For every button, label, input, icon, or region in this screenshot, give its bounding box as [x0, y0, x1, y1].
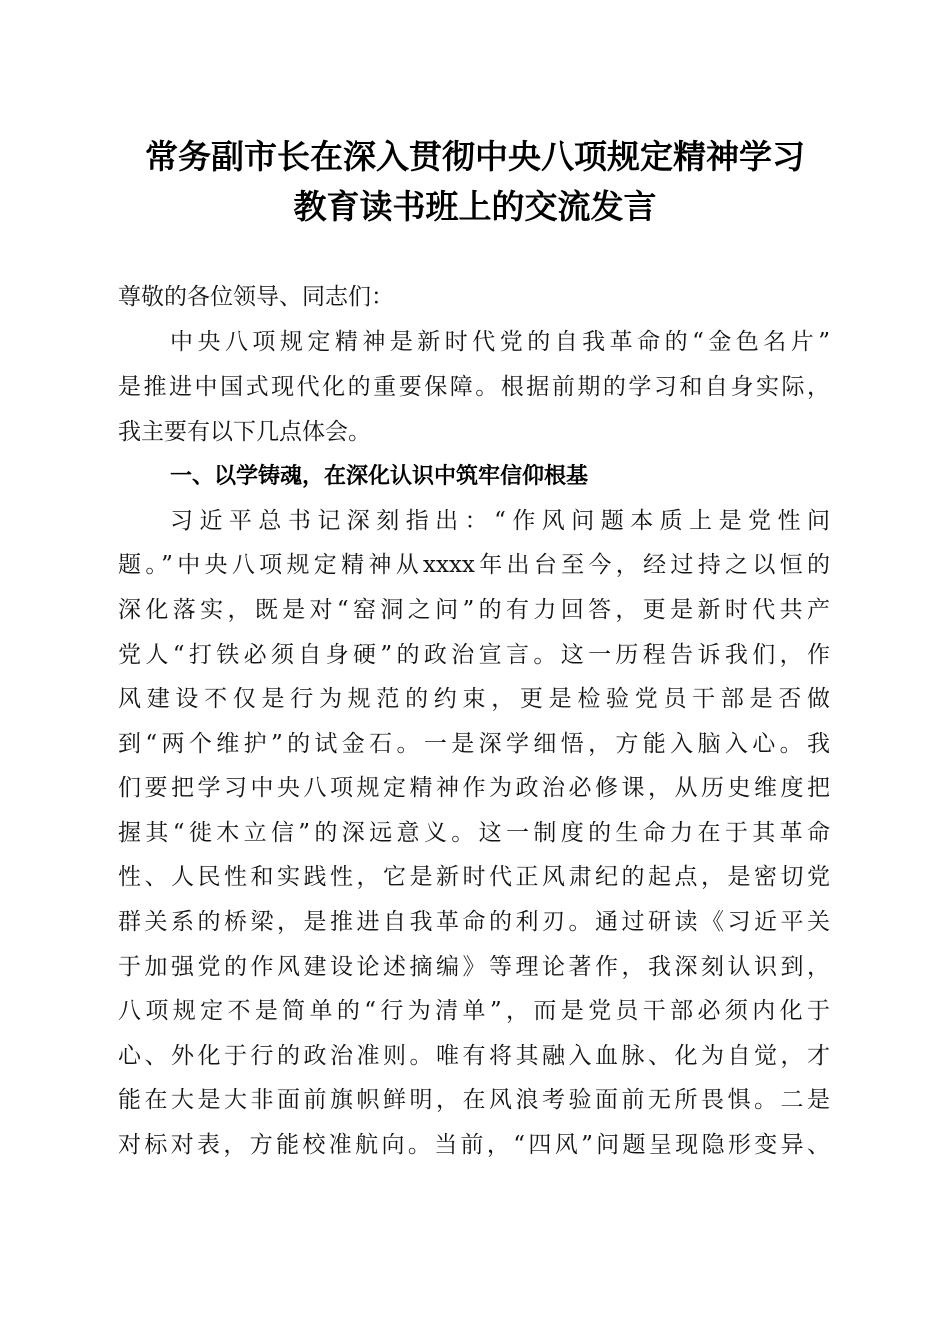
body-line: 心、外化于行的政治准则。唯有将其融入血脉、化为自觉，才 [118, 1043, 830, 1069]
intro-line: 是推进中国式现代化的重要保障。根据前期的学习和自身实际， [118, 374, 830, 400]
body-line: 能在大是大非面前旗帜鲜明，在风浪考验面前无所畏惧。二是 [118, 1087, 830, 1113]
body-line: 性、人民性和实践性，它是新时代正风肃纪的起点，是密切党 [118, 864, 830, 890]
body-line: 到“两个维护”的试金石。一是深学细悟，方能入脑入心。我 [118, 731, 830, 757]
body-line: 握其“徙木立信”的深远意义。这一制度的生命力在于其革命 [118, 820, 830, 846]
intro-line: 中央八项规定精神是新时代党的自我革命的“金色名片” [170, 329, 830, 355]
salutation: 尊敬的各位领导、同志们： [118, 284, 394, 310]
body-line: 风建设不仅是行为规范的约束，更是检验党员干部是否做 [118, 686, 830, 712]
section-heading: 一、以学铸魂，在深化认识中筑牢信仰根基 [170, 464, 589, 489]
body-line: 们要把学习中央八项规定精神作为政治必修课，从历史维度把 [118, 775, 830, 801]
body-line: 对标对表，方能校准航向。当前，“四风”问题呈现隐形变异、 [118, 1132, 830, 1158]
intro-line: 我主要有以下几点体会。 [118, 419, 371, 445]
body-line: 题。”中央八项规定精神从xxxx年出台至今，经过持之以恒的 [118, 552, 830, 578]
body-line: 于加强党的作风建设论述摘编》等理论著作，我深刻认识到， [118, 954, 830, 980]
body-line: 深化落实，既是对“窑洞之问”的有力回答，更是新时代共产 [118, 597, 830, 623]
body-line: 八项规定不是简单的“行为清单”，而是党员干部必须内化于 [118, 998, 830, 1024]
document-title-line-2: 教育读书班上的交流发言 [293, 187, 657, 226]
body-line: 群关系的桥梁，是推进自我革命的利刃。通过研读《习近平关 [118, 909, 830, 935]
body-line: 党人“打铁必须自身硬”的政治宣言。这一历程告诉我们，作 [118, 642, 830, 668]
document-title-line-1: 常务副市长在深入贯彻中央八项规定精神学习 [145, 137, 805, 176]
body-line: 习近平总书记深刻指出：“作风问题本质上是党性问 [170, 508, 830, 534]
